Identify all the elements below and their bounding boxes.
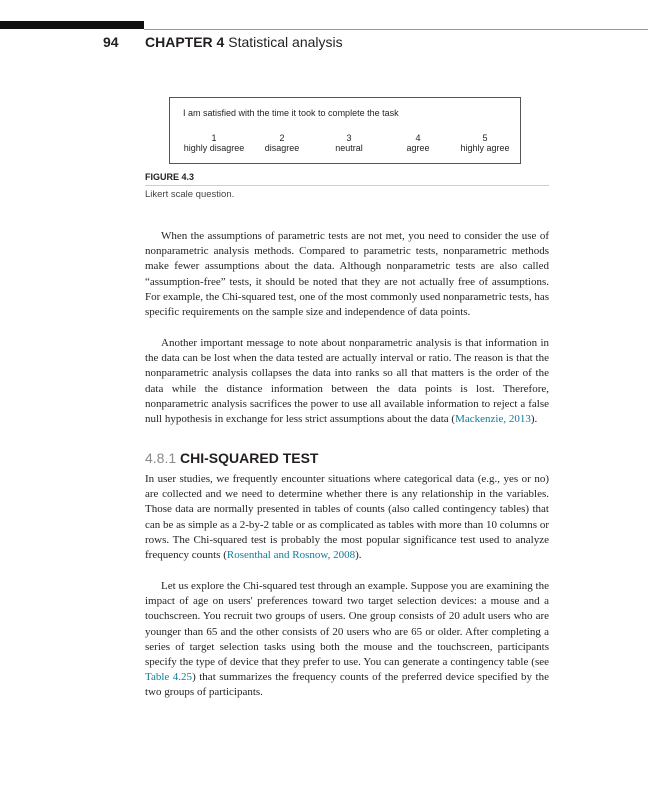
paragraph-text: In user studies, we frequently encounter situations where categorical data (e.g., yes or no) are collected and we need to determine whether there is any relationship in the variables. Those data are normally presented in tables of counts (also called contingency tables) that can be as simple as a 2-by-2 table or as complicated as tables with more than 10 columns or rows. The Chi-squared test is probably the most popular significance test used to analyze frequency counts ( xyxy=(145,473,549,562)
paragraph-text-end: ). xyxy=(530,413,538,426)
header-rule xyxy=(144,29,648,30)
option-number: 2 xyxy=(279,133,285,143)
option-number: 4 xyxy=(415,133,421,143)
section-heading xyxy=(145,450,318,466)
option-label: agree xyxy=(406,143,430,153)
option-label: highly disagree xyxy=(183,143,245,153)
running-head xyxy=(145,34,343,50)
citation-link[interactable]: Mackenzie, 2013 xyxy=(455,413,531,426)
option-number: 1 xyxy=(211,133,217,143)
section-number: 4.8.1 xyxy=(145,450,177,466)
body-paragraph-2 xyxy=(145,336,549,427)
option-label: disagree xyxy=(264,143,300,153)
paragraph-text: Let us explore the Chi-squared test through an example. Suppose you are examining the impact of age on users' preferences toward two target selection devices: a mouse and a touchscreen. You recruit two groups of users. One group consists of 20 adult users who are younger than 65 and the other consists of 20 users who are 65 or older. After completing a series of target selection tasks using both the mouse and the touchscreen, participants specify the type of device that they prefer to use. You can generate a contingency table (see xyxy=(145,580,549,669)
likert-question: I am satisfied with the time it took to complete the task xyxy=(183,108,399,118)
figure-label: FIGURE 4.3 xyxy=(145,172,195,182)
option-label: highly agree xyxy=(460,143,510,153)
chapter-title: Statistical analysis xyxy=(228,34,343,50)
body-paragraph-4 xyxy=(145,579,549,701)
page-number: 94 xyxy=(103,34,119,50)
likert-option-3 xyxy=(309,133,389,153)
chapter-label: CHAPTER 4 xyxy=(145,34,225,50)
likert-figure xyxy=(169,97,521,164)
figure-caption: Likert scale question. xyxy=(145,189,235,200)
citation-link[interactable]: Rosenthal and Rosnow, 2008 xyxy=(226,549,356,562)
table-reference-link[interactable]: Table 4.25 xyxy=(145,671,193,684)
likert-option-5 xyxy=(445,133,525,153)
figure-caption-rule xyxy=(145,185,549,186)
option-number: 3 xyxy=(346,133,352,143)
option-number: 5 xyxy=(482,133,488,143)
body-paragraph-1: When the assumptions of parametric tests are not met, you need to consider the use of nonparametric analysis methods. Compared to parametric tests, nonparametric methods make fewer assumptions about the data. Although nonparametric tests are also called “assumption-free” tests, it should be noted that they are not actually free of assumptions. For example, the Chi-squared test, one of the most commonly used nonparametric tests, has specific requirements on the sample size and independence of data points. xyxy=(145,230,549,319)
section-title: CHI-SQUARED TEST xyxy=(180,450,319,466)
paragraph-text: Another important message to note about nonparametric analysis is that information in the data can be lost when the data tested are actually interval or ratio. The reason is that the nonparametric analysis collapses the data into ranks so all that matters is the order of the data while the distance information between the data points is lost. Therefore, nonparametric analysis sacrifices the power to use all available information to reject a false null hypothesis in exchange for less strict assumptions about the data ( xyxy=(145,337,549,426)
option-label: neutral xyxy=(335,143,363,153)
paragraph-text-end: ) that summarizes the frequency counts of the preferred device specified by the two groups of participants. xyxy=(145,671,549,699)
header-black-bar xyxy=(0,21,144,29)
paragraph-text-end: ). xyxy=(355,549,362,562)
body-paragraph-3 xyxy=(145,472,549,563)
